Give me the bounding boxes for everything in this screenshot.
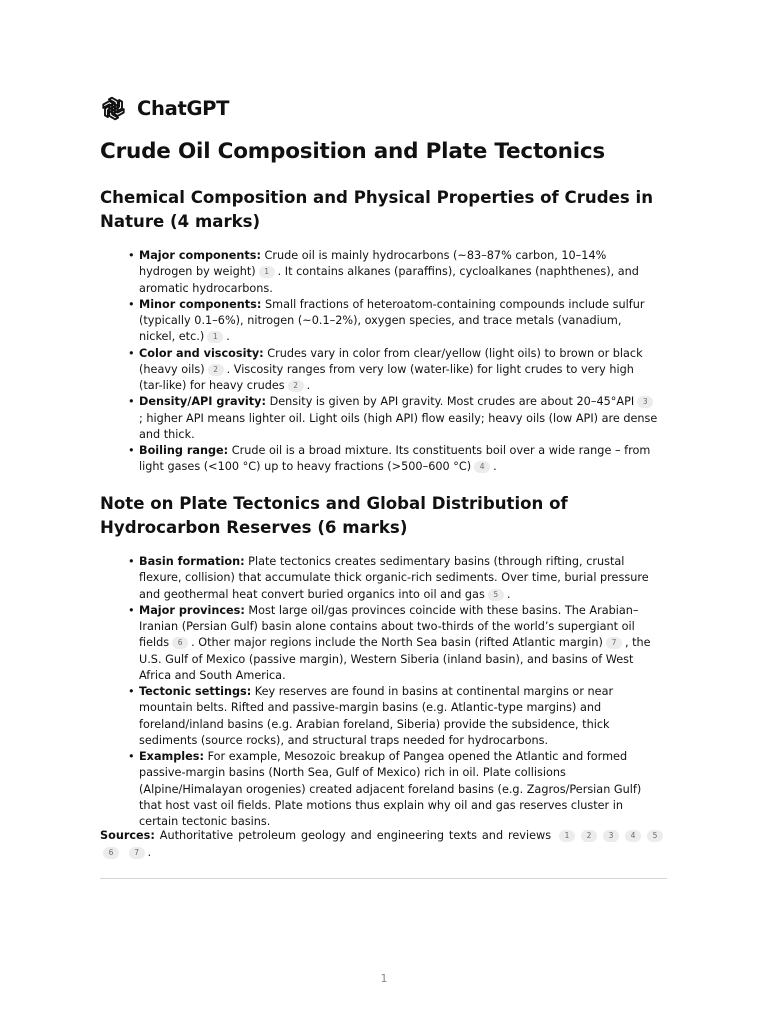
sources-end: . bbox=[147, 846, 152, 859]
citation-badge[interactable]: 6 bbox=[172, 637, 188, 649]
list-item bbox=[128, 749, 658, 830]
item-text: Plate tectonics creates sedimentary basins (through rifting, crustal flexure, collision) that accumulate thick organic-rich sediments. Over time, burial pressure and geothermal heat convert buried organics into oil and gas bbox=[139, 555, 649, 601]
citation-badge[interactable]: 2 bbox=[581, 830, 597, 842]
openai-logo-icon bbox=[100, 95, 127, 122]
list-item bbox=[128, 603, 658, 684]
item-text: For example, Mesozoic breakup of Pangea opened the Atlantic and formed passive-margin basins (North Sea, Gulf of Mexico) rich in oil. Plate collisions (Alpine/Himalayan orogenies) created adjacent foreland basins (e.g. Zagros/Persian Gulf) that host vast oil fields. Plate motions thus explain why oil and gas reserves cluster in certain tectonic basins. bbox=[139, 750, 642, 828]
tectonics-list bbox=[128, 554, 658, 830]
item-text: Crude oil is a broad mixture. Its constituents boil over a wide range – from light gases (<100 °C) up to heavy fractions (>500–600 °C) bbox=[139, 444, 651, 474]
item-text: . It contains alkanes (paraffins), cycloalkanes (naphthenes), and aromatic hydrocarbons. bbox=[139, 265, 639, 295]
item-label: Boiling range: bbox=[139, 444, 229, 457]
citation-badge[interactable]: 2 bbox=[288, 380, 304, 392]
item-text: . Other major regions include the North Sea basin (rifted Atlantic margin) bbox=[191, 636, 603, 650]
list-item bbox=[128, 443, 658, 476]
section-heading-composition: Chemical Composition and Physical Properties of Crudes in Nature (4 marks) bbox=[100, 188, 654, 231]
sources-label: Sources: bbox=[100, 829, 155, 842]
item-text: Crudes vary in color from clear/yellow (light oils) to brown or black (heavy oils) bbox=[139, 346, 643, 376]
list-item bbox=[128, 248, 658, 297]
item-text: Key reserves are found in basins at continental margins or near mountain belts. Rifted and passive-margin basins (e.g. Atlantic-type margins) and foreland/inland basins (e.g. Arabian foreland, Siberia) provide the subsidence, thick sediments (source rocks), and structural traps needed for hydrocarbons. bbox=[139, 685, 614, 747]
item-text: . bbox=[506, 587, 511, 601]
sources-text: Authoritative petroleum geology and engineering texts and reviews bbox=[154, 829, 552, 842]
item-label: Major provinces: bbox=[139, 603, 245, 617]
item-text: Density is given by API gravity. Most crudes are about 20–45°API bbox=[266, 395, 635, 409]
item-label: Minor components: bbox=[139, 297, 262, 311]
citation-badge[interactable]: 7 bbox=[129, 847, 145, 859]
item-label: Major components: bbox=[139, 249, 261, 262]
citation-badge[interactable]: 1 bbox=[559, 830, 575, 842]
item-text: ; higher API means lighter oil. Light oils (high API) flow easily; heavy oils (low API) are dense and thick. bbox=[139, 411, 658, 441]
citation-badge[interactable]: 7 bbox=[606, 637, 622, 649]
document-title: Crude Oil Composition and Plate Tectonics bbox=[100, 139, 606, 164]
item-text: . bbox=[493, 460, 497, 474]
item-label: Color and viscosity: bbox=[139, 346, 264, 360]
item-text: Most large oil/gas provinces coincide with these basins. The Arabian–Iranian (Persian Gulf) basin alone contains about two-thirds of the world’s supergiant oil fields bbox=[139, 603, 639, 650]
citation-badge[interactable]: 1 bbox=[259, 266, 275, 278]
item-text: , the U.S. Gulf of Mexico (passive margin), Western Siberia (inland basin), and basins of West Africa and South America. bbox=[139, 636, 651, 682]
page-number: 1 bbox=[380, 972, 388, 985]
item-text: . Viscosity ranges from very low (water-like) for light crudes to very high (tar-like) for heavy crudes bbox=[139, 362, 634, 392]
citation-badge[interactable]: 1 bbox=[207, 331, 223, 343]
citation-badge[interactable]: 4 bbox=[474, 461, 490, 473]
item-text: . bbox=[226, 330, 230, 344]
item-text: Small fractions of heteroatom-containing compounds include sulfur (typically 0.1–6%), nitrogen (~0.1–2%), oxygen species, and trace metals (vanadium, nickel, etc.) bbox=[139, 297, 645, 344]
divider bbox=[100, 878, 667, 879]
citation-badge[interactable]: 2 bbox=[208, 364, 224, 376]
citation-badge[interactable]: 3 bbox=[637, 396, 653, 408]
brand-header bbox=[100, 93, 229, 123]
item-text: . bbox=[306, 379, 311, 392]
list-item bbox=[128, 684, 658, 749]
item-label: Density/API gravity: bbox=[139, 395, 266, 409]
item-label: Tectonic settings: bbox=[139, 685, 252, 698]
composition-list bbox=[128, 248, 658, 476]
item-label: Examples: bbox=[139, 750, 204, 763]
list-item bbox=[128, 346, 658, 395]
item-text: Crude oil is mainly hydrocarbons (~83–87% carbon, 10–14% hydrogen by weight) bbox=[139, 249, 607, 279]
citation-badge[interactable]: 5 bbox=[647, 830, 663, 842]
item-label: Basin formation: bbox=[139, 555, 245, 568]
list-item bbox=[128, 554, 658, 603]
citation-badge[interactable]: 5 bbox=[488, 589, 504, 601]
citation-badge[interactable]: 4 bbox=[625, 830, 641, 842]
list-item bbox=[128, 297, 658, 346]
citation-badge[interactable]: 6 bbox=[103, 847, 119, 859]
brand-name: ChatGPT bbox=[137, 96, 230, 120]
sources-paragraph bbox=[100, 827, 666, 861]
list-item bbox=[128, 394, 658, 443]
citation-badge[interactable]: 3 bbox=[603, 830, 619, 842]
section-heading-tectonics: Note on Plate Tectonics and Global Distribution of Hydrocarbon Reserves (6 marks) bbox=[100, 494, 568, 537]
